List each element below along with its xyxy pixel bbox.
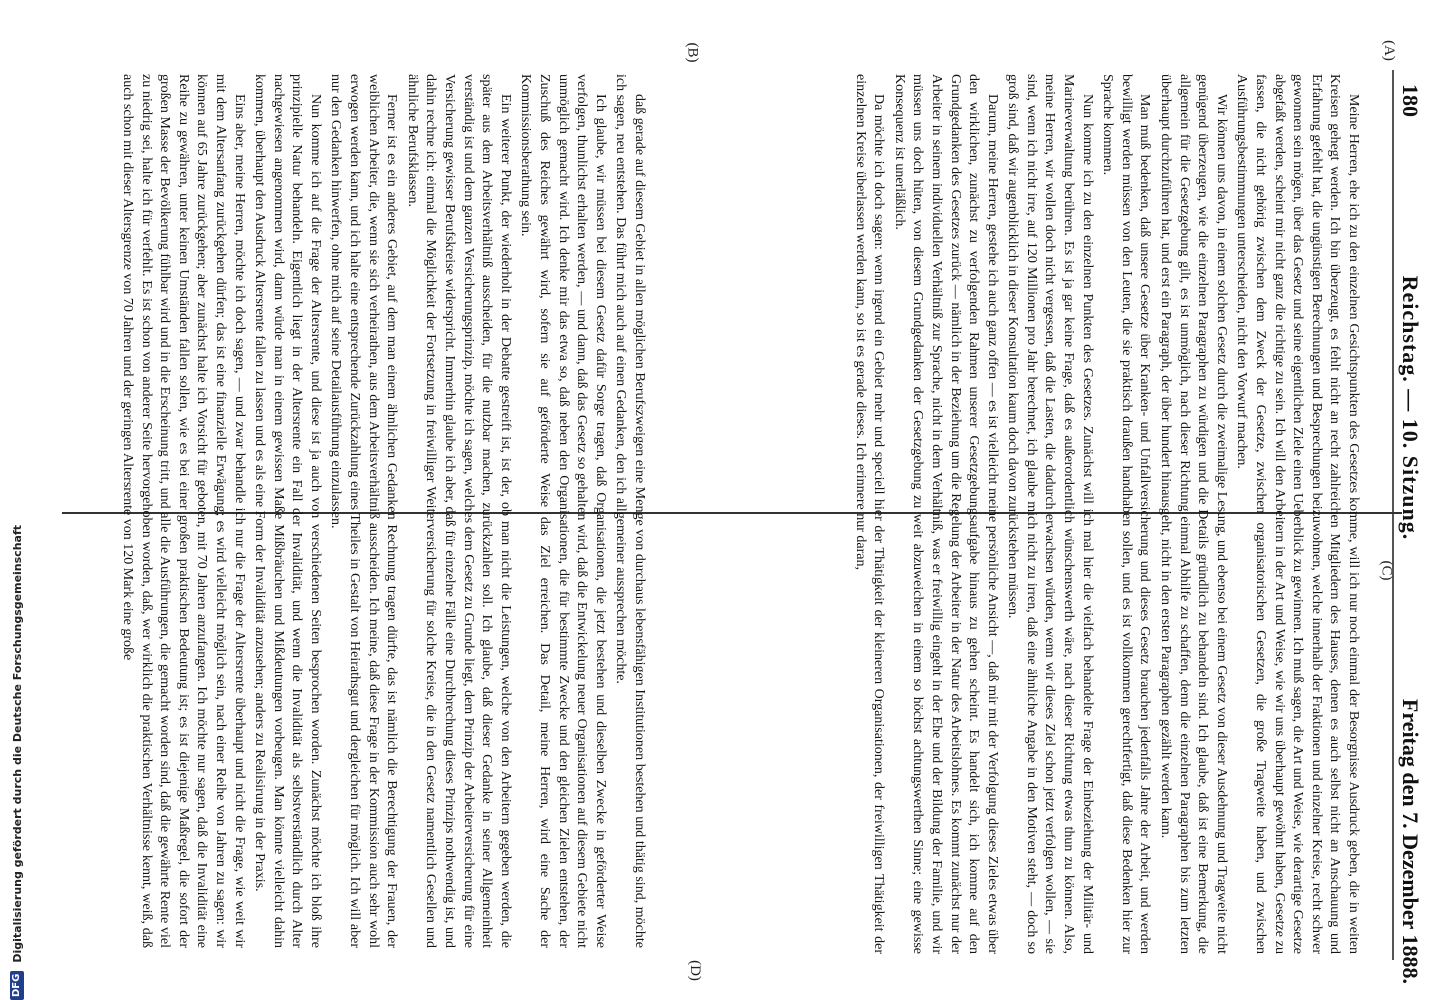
- paragraph: Wir können uns davon, in einem solchen Gesetz durch die zweimalige Lesung, und ebenso bei einem Gesetz von dieser Ausdehnung und Tragweite nicht genügend überzeugen, wie die einzelnen Paragraphen zu würdigen und die Details gründlich zu behandeln sind. Ich glaube, daß ist eine Bemerkung, die allgemein für die Gesetzgebung gilt, es ist unmöglich, nach dieser Richtung einmal Abhilfe zu schaffen, denn die einzelnen Paragraphen bis zum letzten überhaupt durchzuführen hat, und erst ein Paragraph, der über hundert hinausgeht, nicht in den ersten Paragraphen gezählt werden kann.: [1158, 74, 1229, 954]
- paragraph: daß gerade auf diesem Gebiet in allen möglichen Berufszweigen eine Menge von durchaus lebensfähigen Institutionen bestehen und thätig sind, möchte ich sagen, neu entstehen. Das führt mich auch auf einen Gedanken, den ich allgemeiner aussprechen möchte.: [613, 74, 647, 948]
- paragraph: Man muß bedenken, daß unsere Gesetze über Kranken- und Unfallversicherung und dieses Gesetz brauchen jedenfalls Jahre der Arbeit, und werden bewilligt werden müssen von den Leuten, die sie praktisch draußen handhaben sollen, und es ist vollkommen gerechtfertigt, daß diese Bedenken hier zur Sprache kommen.: [1100, 74, 1153, 954]
- header-date: Freitag den 7. Dezember 1888.: [1398, 698, 1423, 984]
- header-rule: [1392, 70, 1394, 960]
- page-number: 180: [1398, 84, 1423, 117]
- margin-letter-b: (B): [684, 42, 701, 63]
- paragraph: Ein weiterer Punkt, der wiederholt in der Debatte gestreift ist, ist der, ob man nicht die Leistungen, welche von den Arbeitern gegeben werden, die später aus dem Arbeitsverhältniß ausscheiden, für die nutzbar machen, zurückzahlen soll. Ich glaube, daß dieser Gedanke in seiner Allgemeinheit verständig ist und dem ganzen Versicherungsprinzip, möchte ich sagen, welches dem Gesetz zu Grunde liegt, dem Prinzip der Arbeiterversicherung für eine Versicherung gewisser Berufskreise widerspricht. Immerhin glaube ich aber, daß für einzelne Fälle eine Durchbrechung dieses Prinzips nothwendig ist, und dahin rechne ich: einmal die Möglichkeit der Fortsetzung in freiwilliger Weiterversicherung für solche Kreise, die in den Gesetz namentlich Gesellen und ähnliche Berufsklassen.: [404, 74, 513, 948]
- credit-text: Digitalisierung gefördert durch die Deutsche Forschungsgemeinschaft: [10, 524, 24, 963]
- paragraph: Darum, meine Herren, gestehe ich auch ganz offen — es ist vielleicht meine persönliche Ansicht —, daß mir mit der Verfolgung dieses Zieles etwas über den wirklichen, zunächst zu verfolgenden Rahmen unserer Gesetzgebungsaufgabe hinaus zu gehen scheint. Es handelt sich, ich komme auf den Grundgedanken des Gesetzes zurück — nämlich in der Beziehung um die Regelung der Arbeiter in der Natur des Arbeitslohnes. Es kommt zunächst nur der Arbeiter in seinem individuellen Verhältniß zur Sprache, nicht in dem Verhältniß, was er freiwillig eingeht in der Ehe und der Bildung der Familie, und wir müssen uns doch hüten, von diesem Grundgedanken der Gesetzgebung zu weit abzuweichen in einem so höchst achtungswerthen Sinne; eine gewisse Konsequenz ist unerläßlich.: [891, 74, 1000, 954]
- header-title: Reichstag. — 10. Sitzung.: [1398, 275, 1423, 541]
- margin-letter-d: (D): [686, 960, 703, 981]
- paragraph: Nun komme ich zu den einzelnen Punkten des Gesetzes. Zunächst will ich mal hier die vielfach behandelte Frage der Einbeziehung der Militär- und Marineverwaltung berühren. Es ist ja gar keine Frage, daß es außerordentlich wünschenswerth wäre, nach dieser Richtung etwas thun zu können. Also, meine Herren, wir wollen doch nicht vergessen, daß die Lasten, die dadurch erwachsen würden, wenn wir dieses Ziel schon jetzt verfolgen wollen, — sie sind, wenn ich nicht irre, auf 120 Millionen pro Jahr berechnet, ich glaube mich nicht zu irren, daß eine ähnliche Angabe in den Motiven steht, — doch so groß sind, daß wir augenblicklich in dieser Konsultation kaum doch davon zurückstehen müssen.: [1005, 74, 1095, 954]
- text-column-lower: [88, 74, 648, 948]
- margin-letter-c: (C): [1378, 560, 1395, 581]
- paragraph: Eins aber, meine Herren, möchte ich doch sagen, — und zwar behandle ich nur die Frage der Altersrente überhaupt und nicht die Frage, wie weit wir mit dem Altersanfang zurückgehen dürfen; das ist eine finanzielle Erwägung; es wird vielleicht möglich sein, nach einer Reihe von Jahren zu sagen: wir können auf 65 Jahre zurückgehen; aber zunächst halte ich Vorsicht für geboten, mit 70 Jahren anzufangen. Ich möchte nur sagen, daß die Invalidität eine Reihe zu gewähren, unter keinen Umständen fallen sollen, wie es bei einer großen praktischen Bedeutung ist; es ist diejenige Maßregel, die sofort der großen Masse der Bevölkerung fühlbar wird und in die Erscheinung tritt, und alle die Ausführungen, die gemacht worden sind, daß die gewährte Rente viel zu niedrig sei, halte ich für verfehlt. Es ist schon von anderer Seite hervorgehoben worden, daß, wer wirklich die praktischen Verhältnisse kennt, weiß, daß auch schon mit dieser Altersgrenze von 70 Jahren und der geringen Altersrente von 120 Mark eine große: [119, 74, 247, 948]
- paragraph: Da möchte ich doch sagen: wenn irgend ein Gebiet mehr und speciell hier der Thätigkeit der kleineren Organisationen, der freiwilligen Thätigkeit der einzelnen Kreise überlassen werden kann, so ist es gerade dieses. Ich erinnere nur daran,: [852, 74, 887, 954]
- paragraph: Meine Herren, ehe ich zu den einzelnen Gesichtspunkten des Gesetzes komme, will ich nur noch einmal der Besorgnisse Ausdruck geben, die in weiten Kreisen gehegt werden. Ich bin überzeugt, es fehlt nicht an recht zahlreichen Mitgliedern des Hauses, denen es auch selbst nicht an Anschauung und Erfahrung gefehlt hat, die ungünstigen Berechnungen und Besprechungen beizuwohnen, welche innerhalb der Fraktionen und einzelner Kreise, recht schwer gewonnen sein mögen, über das Gesetz und seine eigentlichen Ziele einen Ueberblick zu gewinnen. Ich muß sagen, die Art und Weise, wie derartige Gesetze abgefaßt werden, scheint mir nicht ganz die richtige zu sein. Ich will den Arbeitern in der Art und Weise, wie wir uns überhaupt gewöhnt haben, Gesetze zu fassen, die nicht gehörig zwischen dem Zweck der Gesetze, zwischen organisatorischen Gesetzen, die große Tragweite haben, und zwischen Ausführungsbestimmungen unterscheiden, nicht den Vorwurf machen.: [1234, 74, 1361, 954]
- paragraph: Ferner ist es ein anderes Gebiet, auf dem man einem ähnlichen Gedanken Rechnung tragen dürfte, das ist nämlich die Berechtigung der Frauen, der weiblichen Arbeiter, die, wenn sie sich verheirathen, aus dem Arbeitsverhältniß ausscheiden. Ich meine, daß diese Frage in der Kommission auch sehr wohl erwogen werden kann, und ich halte eine entsprechende Zurückzahlung eines Theiles in Gestalt von Heirathsgut und dergleichen für möglich. Ich will aber nur den Gedanken hinwerfen, ohne mich auf seine Detailausführung einzulassen.: [328, 74, 400, 948]
- paragraph: Ich glaube, wir müssen bei diesem Gesetz dafür Sorge tragen, daß Organisationen, die jetzt bestehen und dieselben Zwecke in geförderter Weise verfolgen, thunlichst erhalten werden, — und dann, daß das Gesetz so gehalten wird, daß die Entwickelung neuer Organisationen auf diesem Gebiete nicht unmöglich gemacht wird. Ich denke mir das etwa so, daß neben den Organisationen, die für bestimmte Zwecke und den gleichen Zielen entstehen, der Zuschuß des Reiches gewährt wird, sofern sie auf geförderte Weise das Ziel erreichen. Das Detail, meine Herren, wird eine Sache der Kommissionsberathung sein.: [518, 74, 608, 948]
- digitization-credit: [8, 0, 26, 1000]
- running-header: [1396, 84, 1424, 984]
- margin-letter-a: (A): [1380, 40, 1397, 61]
- paragraph: Nun komme ich auf die Frage der Altersrente, und diese ist ja auch von verschiedenen Seiten besprochen worden. Zunächst möchte ich bloß ihre prinzipielle Natur behandeln. Eigentlich liegt in der Altersrente ein Fall der Invalidität, und wenn die Invalidität als selbstverständlich durch Alter nachgewiesen angenommen wird, dann würde man in einem gewissen Maße Mißbräuchen und Mißdeutungen vorbeugen. Man könnte vielleicht dahin kommen, überhaupt den Ausdruck Altersrente fallen zu lassen und es als eine Form der Invalidität anzusehen; anders zu Realisirung in der Praxis.: [252, 74, 323, 948]
- text-column-upper: [682, 74, 1362, 954]
- dfg-logo-icon: DFG: [10, 971, 24, 1000]
